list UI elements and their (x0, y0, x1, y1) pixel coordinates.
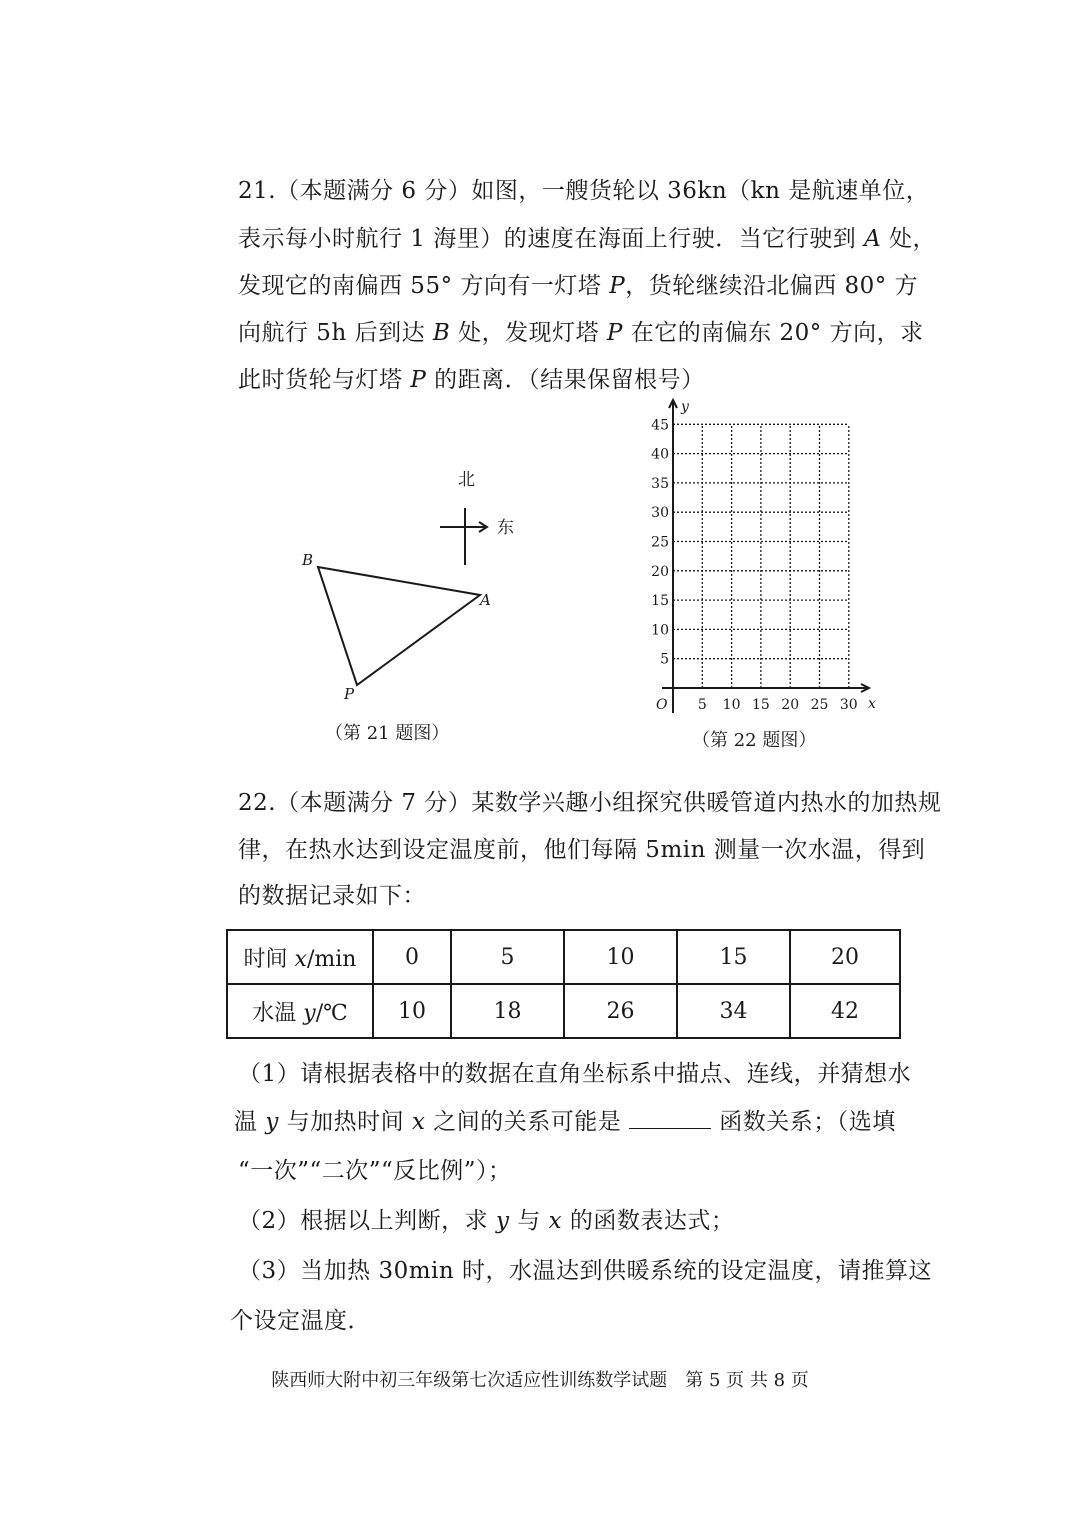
y-tick-labels (651, 417, 669, 667)
table-cell: 15 (677, 930, 790, 984)
q21-figure (290, 455, 550, 715)
x-tick-label: 5 (697, 697, 707, 713)
q22-part2: （2）根据以上判断，求 y 与 x 的函数表达式； (238, 1208, 735, 1234)
x-axis-label: x (868, 696, 876, 712)
grid-lines (673, 424, 849, 688)
point-P-label: P (344, 685, 355, 703)
q21-line-4: 向航行 5h 后到达 B 处，发现灯塔 P 在它的南偏东 20° 方向，求 (238, 320, 924, 346)
x-tick-label: 25 (810, 697, 829, 713)
q22-line-2: 律，在热水达到设定温度前，他们每隔 5min 测量一次水温，得到 (238, 837, 926, 863)
q21-line-1: 21.（本题满分 6 分）如图，一艘货轮以 36kn（kn 是航速单位， (238, 178, 930, 204)
q22-part1-line1: （1）请根据表格中的数据在直角坐标系中描点、连线，并猜想水 (238, 1061, 912, 1087)
y-axis-label: y (681, 399, 689, 415)
q22-part1-line2: 温 y 与加热时间 x 之间的关系可能是 函数关系；（选填 (234, 1109, 896, 1135)
compass-icon (440, 508, 487, 565)
q22-part1-line3: “一次”“二次”“反比例”）； (238, 1158, 512, 1184)
x-tick-label: 30 (839, 697, 858, 713)
y-tick-label: 30 (651, 505, 669, 522)
table-cell: 0 (373, 930, 451, 984)
x-tick-label: 20 (781, 697, 800, 713)
q22-grid-figure (640, 395, 890, 725)
point-A-label: A (480, 591, 491, 609)
y-tick-label: 35 (651, 475, 669, 492)
q22-part3-line1: （3）当加热 30min 时，水温达到供暖系统的设定温度，请推算这 (238, 1258, 933, 1284)
y-tick-label: 45 (651, 417, 669, 434)
table-cell: 10 (373, 984, 451, 1038)
y-tick-label: 40 (651, 446, 669, 463)
q22-line-1: 22.（本题满分 7 分）某数学兴趣小组探究供暖管道内热水的加热规 (238, 790, 942, 816)
table-row (227, 984, 900, 1038)
table-cell: 5 (451, 930, 564, 984)
row-header-time: 时间 x/min (227, 930, 373, 984)
y-tick-label: 20 (651, 563, 669, 580)
y-tick-label: 5 (660, 651, 669, 668)
answer-blank (629, 1110, 711, 1129)
table-cell: 26 (564, 984, 677, 1038)
q21-line-2: 表示每小时航行 1 海里）的速度在海面上行驶．当它行驶到 A 处， (238, 226, 937, 252)
q21-line-3: 发现它的南偏西 55° 方向有一灯塔 P，货轮继续沿北偏西 80° 方 (238, 273, 919, 299)
y-tick-label: 10 (651, 622, 669, 639)
x-tick-label: 10 (722, 697, 741, 713)
table-cell: 10 (564, 930, 677, 984)
x-tick-label: 15 (751, 697, 770, 713)
table-row (227, 930, 900, 984)
q22-caption: （第 22 题图） (692, 730, 817, 751)
point-B-label: B (302, 551, 314, 569)
table-cell: 34 (677, 984, 790, 1038)
page-footer: 陕西师大附中初三年级第七次适应性训练数学试题 第 5 页 共 8 页 (271, 1370, 809, 1391)
x-tick-labels (698, 697, 858, 713)
y-tick-label: 25 (651, 534, 669, 551)
origin-label: O (656, 697, 668, 713)
triangle-ABP (318, 567, 480, 685)
q21-caption: （第 21 题图） (325, 723, 450, 744)
q21-line-5: 此时货轮与灯塔 P 的距离．（结果保留根号） (238, 367, 705, 393)
q22-data-table (226, 929, 901, 1039)
axes (662, 400, 869, 713)
row-header-temp: 水温 y/℃ (227, 984, 373, 1038)
table-cell: 18 (451, 984, 564, 1038)
north-label: 北 (458, 470, 475, 490)
table-cell: 20 (790, 930, 900, 984)
q22-part3-line2: 个设定温度． (230, 1308, 371, 1334)
east-label: 东 (497, 518, 514, 538)
y-tick-label: 15 (651, 593, 669, 610)
q22-line-3: 的数据记录如下： (238, 883, 426, 909)
table-cell: 42 (790, 984, 900, 1038)
